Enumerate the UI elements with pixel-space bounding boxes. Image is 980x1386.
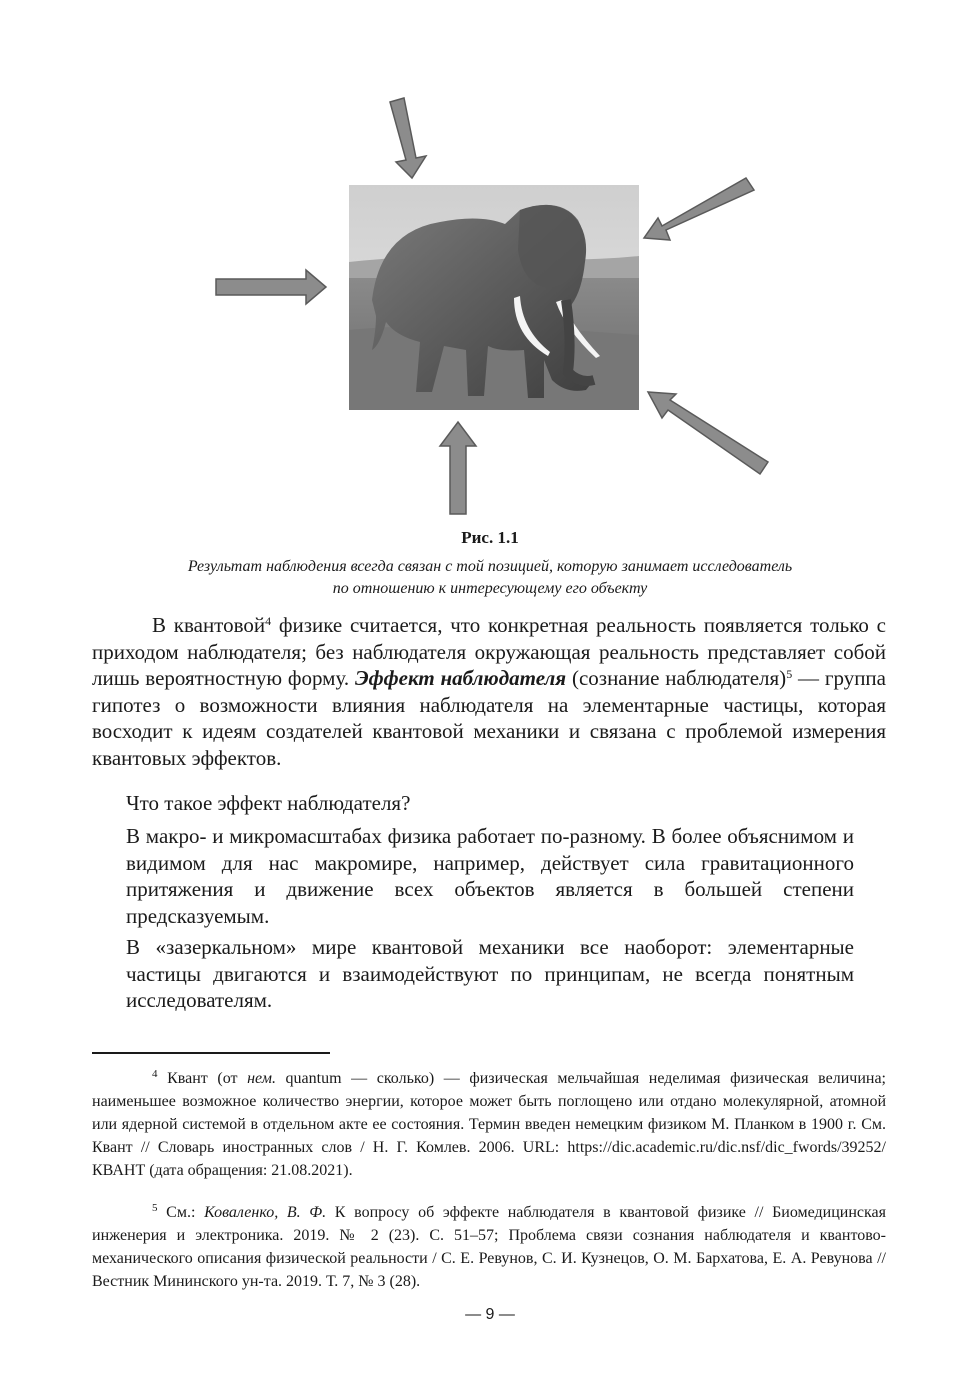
text-run: См.:: [157, 1204, 205, 1221]
text-run: quantum — сколько) — физическая мельчайшая неделимая физическая величина; наименьшее возможное количество энергии, которое может быть поглощено или отдано молекулярной, атомной или ядерной системой в отдельном акте ее состояния. Термин введен немецким физиком М. Планком в 1900 г. См. Квант // Словарь иностранных слов / Н. Г. Комлев. 2006. URL: https://dic.academic.ru/dic.nsf/dic_fwords/39252/КВАНТ (дата обращения: 21.08.2021).: [92, 1070, 887, 1179]
arrow-left: [216, 270, 326, 304]
main-paragraph: [92, 612, 886, 771]
figure-illustration: [0, 0, 980, 520]
figure-1-1: [0, 0, 980, 520]
footnote-ref-4[interactable]: 4: [265, 614, 272, 628]
footnote-number: 4: [152, 1068, 158, 1080]
footnote-separator: [92, 1052, 330, 1054]
author-name: Коваленко, В. Ф.: [204, 1204, 327, 1221]
footnote-5: [92, 1201, 886, 1293]
arrow-top: [390, 98, 426, 178]
figure-caption-line: по отношению к интересующему его объекту: [332, 580, 648, 597]
question-heading: Что такое эффект наблюдателя?: [126, 791, 411, 815]
arrow-bottom: [440, 422, 476, 514]
arrow-bottom-right: [648, 392, 768, 474]
answer-paragraph-quantum: В «зазеркальном» мире квантовой механики все наоборот: элементарные частицы двигаются и взаимодействуют по принципам, не всегда понятным исследователям.: [126, 935, 854, 1012]
abbreviation: нем.: [247, 1070, 276, 1087]
figure-label: Рис. 1.1: [461, 528, 519, 547]
text-run: (сознание наблюдателя): [566, 666, 787, 690]
answer-paragraph-macro: В макро- и микромасштабах физика работает по-разному. В более объяснимом и видимом для нас макромире, например, действует сила гравитационного притяжения и движение всех объектов является в большей степени предсказуемым.: [126, 824, 854, 928]
figure-caption-line: Результат наблюдения всегда связан с той позицией, которую занимает исследователь: [187, 558, 793, 575]
footnote-number: 5: [152, 1202, 158, 1214]
text-run: В квантовой: [152, 613, 266, 637]
term-observer-effect: Эффект наблюдателя: [354, 666, 567, 690]
text-run: — группа гипотез о возможности влияния наблюдателя на элементарные частицы, которая восходит к идеям создателей квантовой механики и связана с проблемой измерения квантовых эффектов.: [92, 666, 886, 770]
elephant-photo: [349, 185, 639, 410]
text-run: физике считается, что конкретная реальность появляется только с приходом наблюдателя; без наблюдателя окружающая реальность представляет собой лишь вероятностную форму.: [92, 613, 886, 690]
footnote-ref-5[interactable]: 5: [786, 667, 793, 681]
page-number: — 9 —: [465, 1306, 515, 1323]
figure-caption: [90, 556, 890, 600]
text-run: Квант (от: [157, 1070, 248, 1087]
arrow-top-right: [644, 178, 754, 240]
footnote-4: [92, 1067, 886, 1182]
text-run: К вопросу об эффекте наблюдателя в квантовой физике // Биомедицинская инженерия и электроника. 2019. № 2 (23). С. 51–57; Проблема связи сознания наблюдателя и квантово-механического описания физической реальности / С. Е. Ревунов, С. И. Кузнецов, О. М. Бархатова, Е. А. Ревунова // Вестник Мининского ун-та. 2019. Т. 7, № 3 (28).: [92, 1204, 887, 1290]
